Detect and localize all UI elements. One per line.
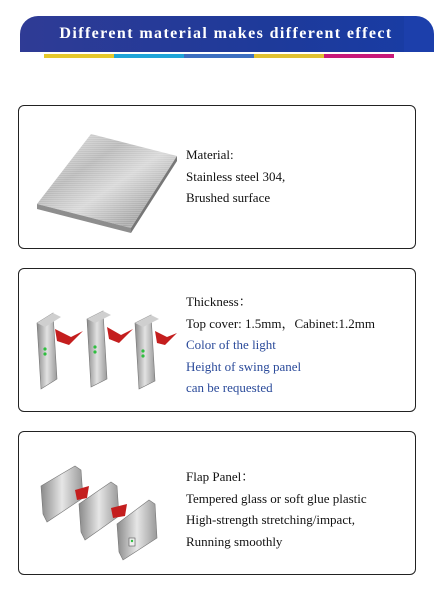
material-card [18,105,416,249]
material-line-2: Stainless steel 304, [186,168,286,184]
flap-panel-line-1: Flap Panel： [186,469,255,484]
flap-panel-line-2: Tempered glass or soft glue plastic [186,490,367,506]
flap-barrier-turnstiles-image [31,442,181,564]
flap-panel-card [18,431,416,575]
banner-title: Different material makes different effect [59,25,393,42]
material-text [186,144,285,209]
header-banner [20,16,432,60]
material-line-1: Material: [186,147,234,162]
thickness-card [18,268,416,412]
flap-panel-line-4: Running smoothly [186,533,283,549]
stainless-steel-plate-image [31,116,181,238]
thickness-blue-line-3: can be requested [186,380,273,395]
banner-stripe-magenta [324,54,394,58]
banner-stripe-yellow [44,54,114,58]
thickness-text [186,291,375,399]
thickness-line-2: Top cover: 1.5mm，Cabinet:1.2mm [186,315,376,331]
banner-stripe-gold [254,54,324,58]
banner-stripe-cyan [114,54,184,58]
flap-panel-line-3: High-strength stretching/impact, [186,512,355,527]
thickness-blue-line-1: Color of the light [186,337,276,352]
material-line-3: Brushed surface [186,190,271,205]
swing-gate-turnstiles-image [31,279,181,401]
flap-panel-text [186,466,367,552]
thickness-blue-line-2: Height of swing panel [186,358,302,374]
thickness-line-1: Thickness： [186,294,252,309]
banner-stripe-blue [184,54,254,58]
